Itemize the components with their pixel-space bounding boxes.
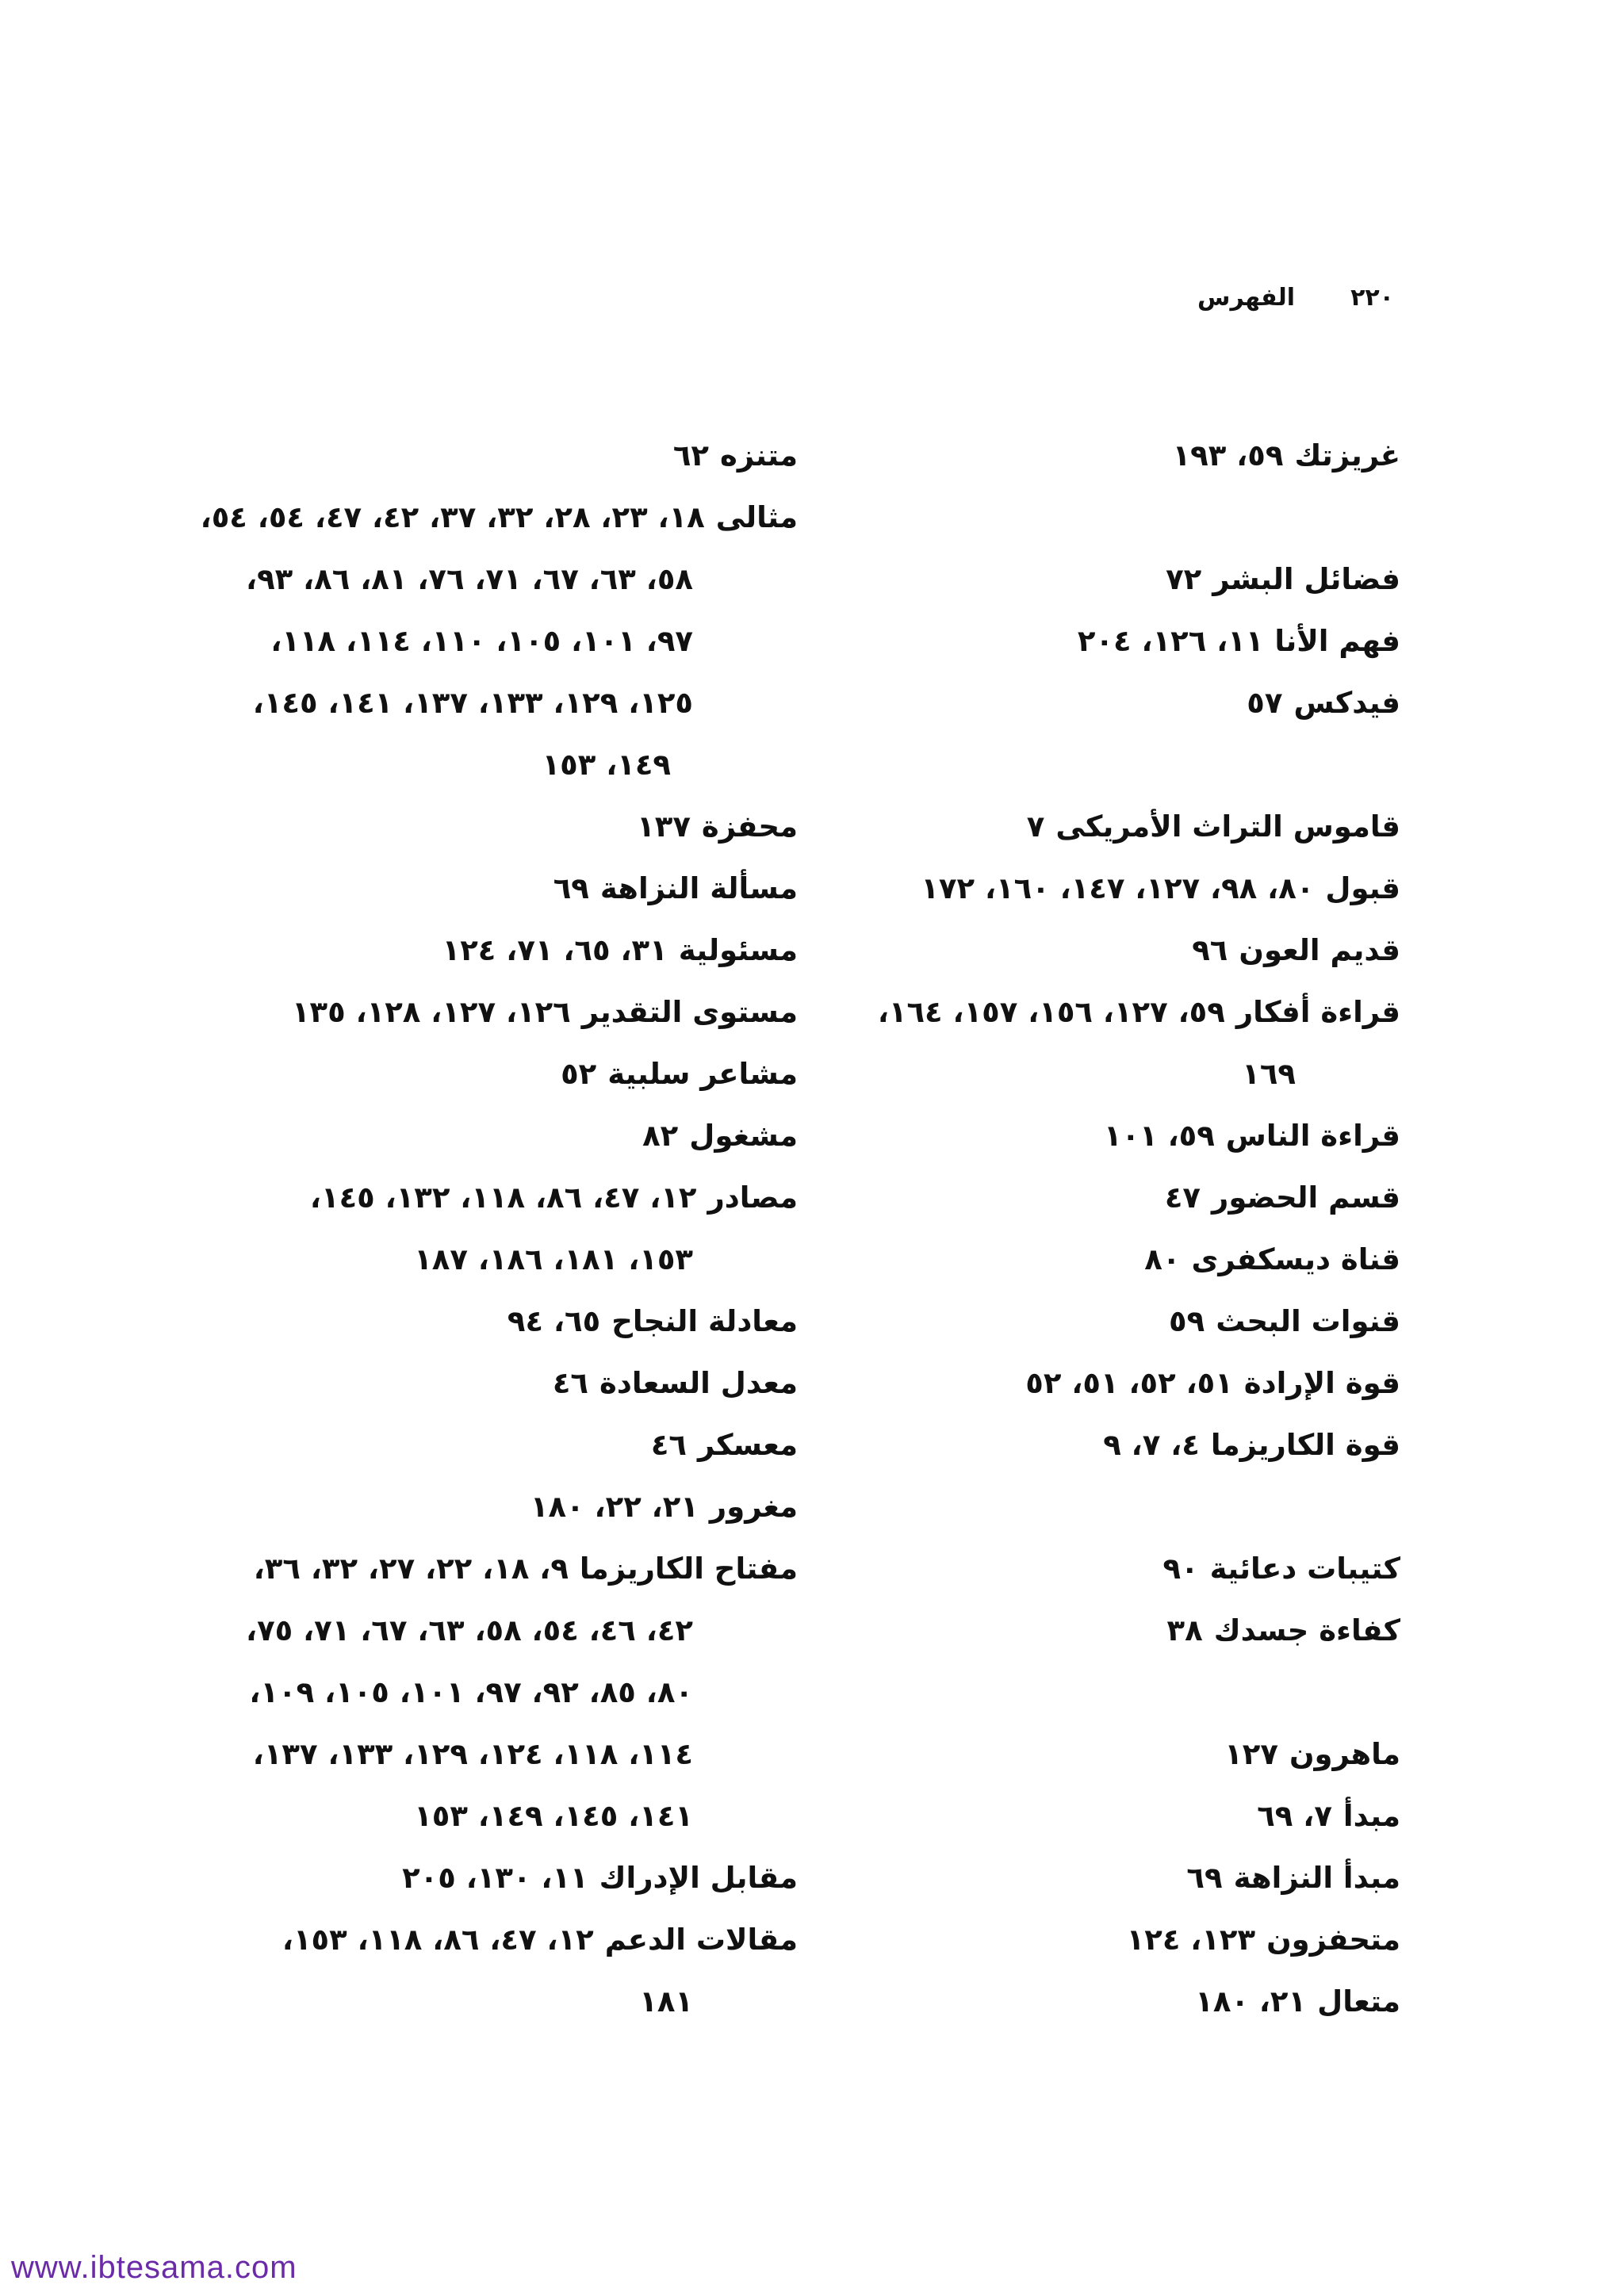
- index-pages: ٧٢: [1166, 562, 1202, 596]
- index-entry-continuation: ١٦٩: [1242, 1057, 1296, 1091]
- index-pages: ٨٢: [642, 1119, 679, 1153]
- index-entry-continuation: ٤٢، ٤٦، ٥٤، ٥٨، ٦٣، ٦٧، ٧١، ٧٥،: [246, 1613, 693, 1647]
- index-pages: ٦٥، ٩٤: [507, 1304, 601, 1338]
- index-pages: ٥٢: [561, 1057, 597, 1091]
- index-term: متحفزون: [1266, 1923, 1400, 1957]
- index-entry: [179, 920, 798, 982]
- index-entry: [814, 1105, 1400, 1167]
- index-pages: ٩، ١٨، ٢٢، ٢٧، ٣٢، ٣٦،: [253, 1552, 569, 1586]
- index-entry-continuation: ٩٧، ١٠١، ١٠٥، ١١٠، ١١٤، ١١٨،: [270, 624, 693, 658]
- index-term: متنزه: [720, 438, 798, 473]
- index-term: فضائل البشر: [1212, 562, 1400, 596]
- index-term: مقالات الدعم: [604, 1923, 798, 1957]
- index-entry-continuation: ١٤١، ١٤٥، ١٤٩، ١٥٣: [414, 1799, 693, 1833]
- index-entry: [814, 858, 1400, 920]
- index-term: مقابل الإدراك: [599, 1861, 798, 1895]
- index-entry: [179, 1847, 798, 1909]
- index-entry: [814, 1414, 1400, 1476]
- index-term: مشغول: [689, 1119, 798, 1153]
- watermark-url[interactable]: www.ibtesama.com: [11, 2250, 297, 2285]
- index-pages: ٥٧: [1247, 686, 1283, 720]
- index-entry: [814, 1167, 1400, 1229]
- index-entry: [814, 920, 1400, 982]
- index-pages: ١٢، ٤٧، ٨٦، ١١٨، ١٥٣،: [282, 1923, 594, 1957]
- index-pages: ٦٢: [672, 438, 710, 473]
- page-number: ٢٢٠: [1350, 284, 1394, 312]
- index-entry: [814, 1724, 1400, 1785]
- index-pages: ٧: [1026, 809, 1045, 844]
- index-entry: [814, 425, 1400, 487]
- index-term: قراءة الناس: [1225, 1119, 1400, 1153]
- index-term: مبدأ: [1342, 1799, 1400, 1833]
- index-entry: [179, 1538, 798, 1600]
- index-pages: ٣١، ٦٥، ٧١، ١٢٤: [442, 933, 668, 967]
- index-pages: ٢١، ١٨٠: [1195, 1984, 1307, 2019]
- index-pages: ٤٦: [552, 1366, 588, 1400]
- index-term: قسم الحضور: [1212, 1181, 1400, 1215]
- index-term: قنوات البحث: [1216, 1304, 1400, 1338]
- index-entry: [814, 1971, 1400, 2033]
- index-term: مشاعر سلبية: [607, 1057, 798, 1091]
- index-pages: ٤، ٧، ٩: [1103, 1428, 1200, 1462]
- index-entry: [179, 1167, 798, 1229]
- index-entry: [814, 672, 1400, 734]
- index-term: مستوى التقدير: [581, 995, 798, 1029]
- index-column-left: [179, 425, 798, 2033]
- index-spacer: [814, 734, 1400, 796]
- index-pages: ٥٩، ١٩٣: [1172, 438, 1284, 473]
- index-term: مسألة النزاهة: [599, 871, 798, 905]
- index-term: متعال: [1317, 1984, 1400, 2019]
- index-term: محفزة: [701, 809, 798, 844]
- index-term: فهم الأنا: [1274, 624, 1400, 658]
- index-entry: [814, 796, 1400, 858]
- index-pages: ٨٠: [1144, 1242, 1181, 1276]
- index-entry: [814, 1229, 1400, 1291]
- index-entry: [179, 425, 798, 487]
- index-entry: [179, 1043, 798, 1105]
- index-term: قاموس التراث الأمريكى: [1055, 809, 1400, 844]
- index-entry: [179, 796, 798, 858]
- index-term: كتيبات دعائية: [1209, 1552, 1400, 1586]
- index-pages: ٣٨: [1166, 1613, 1203, 1647]
- index-pages: ٥٩، ١٢٧، ١٥٦، ١٥٧، ١٦٤،: [877, 995, 1225, 1029]
- index-pages: ٩٦: [1192, 933, 1228, 967]
- index-entry-continuation: ١٨١: [639, 1984, 693, 2019]
- index-entry: [814, 1538, 1400, 1600]
- index-term: كفاءة جسدك: [1213, 1613, 1400, 1647]
- index-entry: [814, 1909, 1400, 1971]
- index-term: فيدكس: [1293, 686, 1400, 720]
- index-entry-continuation: ١٤٩، ١٥٣: [542, 748, 671, 782]
- index-spacer: [814, 487, 1400, 549]
- index-pages: ١٢، ٤٧، ٨٦، ١١٨، ١٣٢، ١٤٥،: [309, 1181, 697, 1215]
- index-entry: [179, 1909, 798, 1971]
- index-entry: [814, 982, 1400, 1043]
- index-entry: [179, 1291, 798, 1353]
- index-entry: [179, 858, 798, 920]
- index-spacer: [814, 1662, 1400, 1724]
- index-entry: [814, 549, 1400, 610]
- index-term: قناة ديسكفرى: [1191, 1242, 1400, 1276]
- page-title: الفهرس: [1197, 284, 1296, 312]
- index-pages: ٦٩: [553, 871, 589, 905]
- index-term: مثالى: [715, 500, 798, 534]
- index-pages: ٦٩: [1186, 1861, 1223, 1895]
- index-pages: ٤٦: [650, 1428, 688, 1462]
- index-term: مغرور: [709, 1490, 798, 1524]
- index-term: قراءة أفكار: [1235, 995, 1400, 1029]
- index-term: قوة الكاريزما: [1210, 1428, 1400, 1462]
- index-pages: ٥٩، ١٠١: [1103, 1119, 1215, 1153]
- index-pages: ٧، ٦٩: [1257, 1799, 1332, 1833]
- index-column-right: [814, 425, 1400, 2033]
- index-entry: [179, 982, 798, 1043]
- index-entry-continuation: ١١٤، ١١٨، ١٢٤، ١٢٩، ١٣٣، ١٣٧،: [252, 1737, 693, 1771]
- index-term: قبول: [1325, 871, 1400, 905]
- index-pages: ١٢٧: [1224, 1737, 1278, 1771]
- index-term: قوة الإرادة: [1243, 1366, 1400, 1400]
- index-entry: [814, 610, 1400, 672]
- index-entry: [814, 1600, 1400, 1662]
- index-term: مفتاح الكاريزما: [579, 1552, 798, 1586]
- index-entry-continuation: ١٥٣، ١٨١، ١٨٦، ١٨٧: [414, 1242, 693, 1276]
- page-header: [1197, 284, 1394, 312]
- index-pages: ٢١، ٢٢، ١٨٠: [530, 1490, 699, 1524]
- index-pages: ٥٩: [1169, 1304, 1205, 1338]
- index-term: معدل السعادة: [599, 1366, 798, 1400]
- index-entry: [814, 1785, 1400, 1847]
- index-entry-continuation: ٥٨، ٦٣، ٦٧، ٧١، ٧٦، ٨١، ٨٦، ٩٣،: [246, 562, 693, 596]
- index-entry: [179, 487, 798, 549]
- index-entry: [179, 1353, 798, 1414]
- index-term: مسئولية: [678, 933, 798, 967]
- index-entry: [179, 1414, 798, 1476]
- index-entry-continuation: ١٢٥، ١٢٩، ١٣٣، ١٣٧، ١٤١، ١٤٥،: [252, 686, 693, 720]
- index-pages: ٨٠، ٩٨، ١٢٧، ١٤٧، ١٦٠، ١٧٢: [921, 871, 1315, 905]
- index-entry: [814, 1291, 1400, 1353]
- index-entry-continuation: ٨٠، ٨٥، ٩٢، ٩٧، ١٠١، ١٠٥، ١٠٩،: [249, 1675, 693, 1709]
- index-term: مبدأ النزاهة: [1233, 1861, 1400, 1895]
- index-pages: ١٢٦، ١٢٧، ١٢٨، ١٣٥: [291, 995, 571, 1029]
- index-pages: ١١، ١٣٠، ٢٠٥: [402, 1861, 588, 1895]
- index-pages: ١٣٧: [637, 809, 691, 844]
- index-term: ماهرون: [1289, 1737, 1400, 1771]
- index-pages: ١١، ١٢٦، ٢٠٤: [1077, 624, 1264, 658]
- index-entry: [814, 1847, 1400, 1909]
- index-pages: ١٢٣، ١٢٤: [1126, 1923, 1256, 1957]
- index-entry: [179, 1476, 798, 1538]
- index-term: مصادر: [707, 1181, 798, 1215]
- index-term: معادلة النجاح: [611, 1304, 798, 1338]
- index-pages: ٩٠: [1162, 1552, 1199, 1586]
- index-entry: [814, 1353, 1400, 1414]
- index-term: معسكر: [698, 1428, 798, 1462]
- index-pages: ٤٧: [1164, 1181, 1201, 1215]
- index-spacer: [814, 1476, 1400, 1538]
- index-entry: [179, 1105, 798, 1167]
- index-pages: ٥١، ٥٢، ٥١، ٥٢: [1025, 1366, 1233, 1400]
- index-term: قديم العون: [1239, 933, 1400, 967]
- index-term: غريزتك: [1294, 438, 1400, 473]
- index-pages: ١٨، ٢٣، ٢٨، ٣٢، ٣٧، ٤٢، ٤٧، ٥٤، ٥٤،: [200, 500, 705, 534]
